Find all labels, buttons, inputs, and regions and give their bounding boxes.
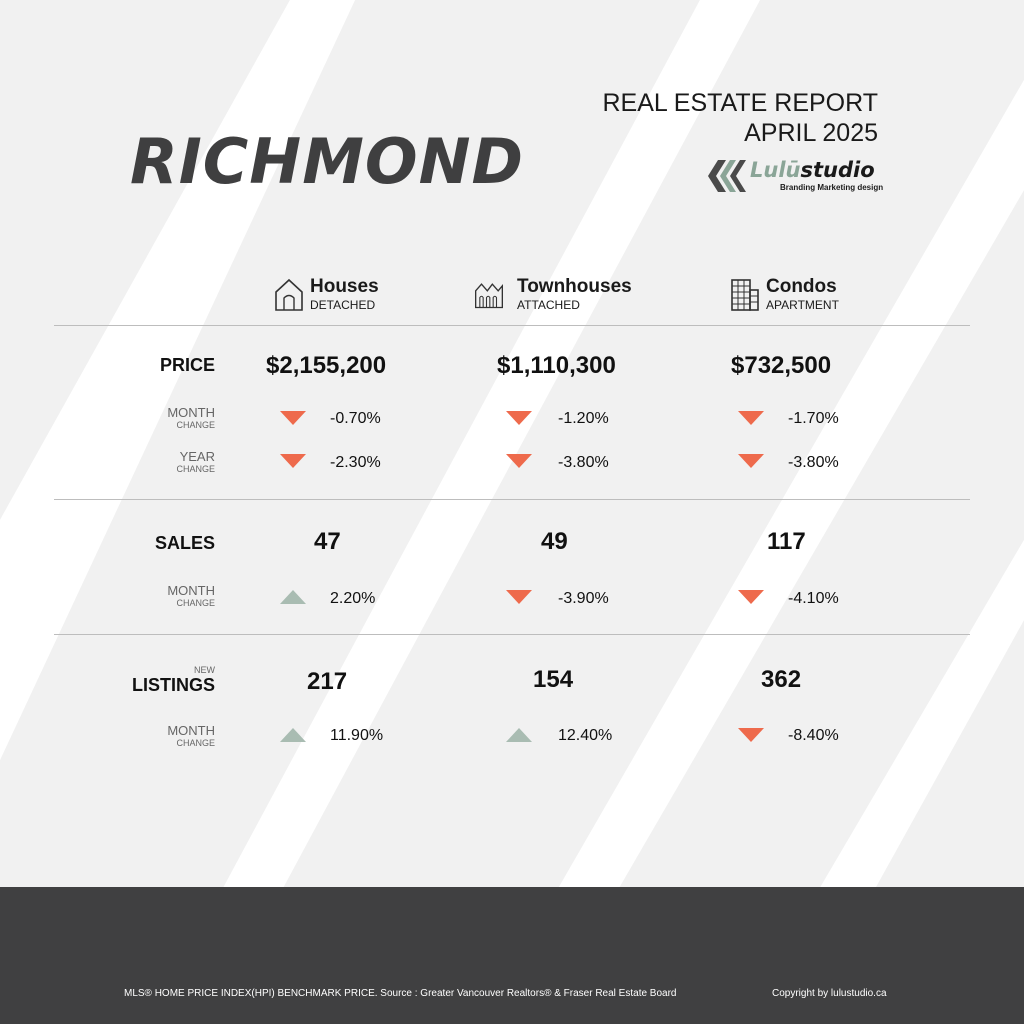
footer-bar — [0, 887, 1024, 1024]
listings-townhouses: 154 — [533, 666, 574, 693]
down-arrow-icon — [506, 411, 532, 425]
listings-month-change-townhouses: 12.40% — [558, 727, 613, 744]
column-name: Condos — [766, 276, 837, 297]
row-label-month: MONTH — [167, 723, 215, 738]
report-date: APRIL 2025 — [744, 119, 878, 147]
price-houses: $2,155,200 — [266, 352, 387, 379]
brand-name: Lulūstudio — [750, 158, 875, 182]
price-condos: $732,500 — [731, 352, 832, 379]
price-month-change-condos: -1.70% — [788, 410, 839, 427]
townhouse-icon — [474, 278, 504, 312]
footer-copyright: Copyright by lulustudio.ca — [772, 988, 887, 999]
lulu-studio-logo-icon — [706, 158, 746, 192]
listings-condos: 362 — [761, 666, 802, 693]
price-month-change-houses: -0.70% — [330, 410, 381, 427]
sales-houses: 47 — [314, 528, 341, 555]
price-year-change-houses: -2.30% — [330, 454, 381, 471]
row-label-month: MONTH — [167, 583, 215, 598]
price-year-change-condos: -3.80% — [788, 454, 839, 471]
down-arrow-icon — [506, 454, 532, 468]
sales-townhouses: 49 — [541, 528, 568, 555]
row-label-price: PRICE — [159, 355, 215, 375]
row-label-change: CHANGE — [176, 738, 215, 748]
condo-building-icon — [730, 278, 760, 312]
down-arrow-icon — [280, 411, 306, 425]
column-townhouses — [474, 276, 654, 316]
down-arrow-icon — [738, 411, 764, 425]
price-townhouses: $1,110,300 — [497, 352, 616, 379]
city-title: RICHMOND — [130, 125, 524, 198]
column-name: Houses — [310, 276, 379, 297]
house-icon — [274, 278, 304, 312]
divider — [54, 634, 970, 635]
column-houses — [274, 276, 424, 316]
column-condos — [730, 276, 880, 316]
divider — [54, 325, 970, 326]
listings-month-change-condos: -8.40% — [788, 727, 839, 744]
price-year-change-townhouses: -3.80% — [558, 454, 609, 471]
down-arrow-icon — [506, 590, 532, 604]
down-arrow-icon — [280, 454, 306, 468]
footer-source-note: MLS® HOME PRICE INDEX(HPI) BENCHMARK PRICE. Source : Greater Vancouver Realtors® & Fraser Real Estate Board — [124, 988, 677, 999]
brand-tagline: Branding Marketing design — [780, 183, 884, 192]
sales-month-change-houses: 2.20% — [330, 590, 376, 607]
listings-houses: 217 — [307, 668, 348, 695]
row-label-change: CHANGE — [176, 464, 215, 474]
divider — [54, 499, 970, 500]
down-arrow-icon — [738, 454, 764, 468]
up-arrow-icon — [280, 728, 306, 742]
up-arrow-icon — [506, 728, 532, 742]
report-title: REAL ESTATE REPORT — [602, 89, 878, 117]
row-label-new: NEW — [194, 665, 215, 675]
price-month-change-townhouses: -1.20% — [558, 410, 609, 427]
up-arrow-icon — [280, 590, 306, 604]
down-arrow-icon — [738, 590, 764, 604]
brand-logo — [706, 156, 886, 196]
column-name: Townhouses — [517, 276, 632, 297]
sales-month-change-townhouses: -3.90% — [558, 590, 609, 607]
row-label-month: MONTH — [167, 405, 215, 420]
down-arrow-icon — [738, 728, 764, 742]
row-label-change: CHANGE — [176, 420, 215, 430]
sales-condos: 117 — [767, 528, 806, 555]
sales-month-change-condos: -4.10% — [788, 590, 839, 607]
column-subtitle: DETACHED — [310, 298, 376, 312]
row-label-change: CHANGE — [176, 598, 215, 608]
column-subtitle: APARTMENT — [766, 298, 839, 312]
row-label-year: YEAR — [179, 449, 215, 464]
column-subtitle: ATTACHED — [517, 298, 580, 312]
listings-month-change-houses: 11.90% — [330, 727, 384, 744]
row-label-sales: SALES — [154, 533, 215, 553]
row-label-listings: LISTINGS — [131, 675, 215, 695]
